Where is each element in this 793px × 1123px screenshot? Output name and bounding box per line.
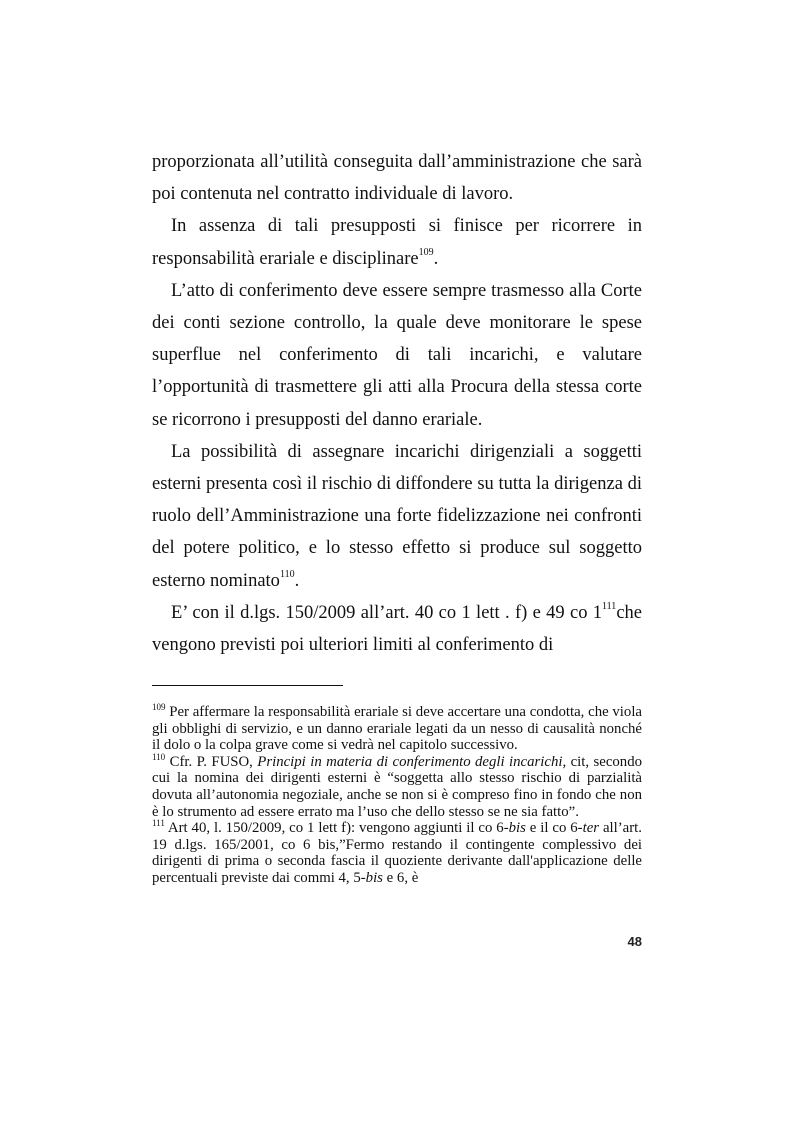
footnote-number-109: 109 bbox=[152, 702, 166, 712]
footnote-number-110: 110 bbox=[152, 751, 166, 762]
footnote-110-title: Principi in materia di conferimento degli incarichi, bbox=[257, 753, 567, 770]
footnote-ref-110: 110 bbox=[279, 568, 295, 580]
paragraph-1 bbox=[152, 146, 642, 210]
footnote-109-text: Per affermare la responsabilità erariale si deve accertare una condotta, che viola gli obblighi di servizio, e un danno erariale legati da un nesso di causalità nonché il dolo o la colpa grave come si vedrà nel capitolo successivo. bbox=[152, 704, 642, 754]
footnote-111-ter: ter bbox=[582, 820, 600, 837]
footnote-ref-109: 109 bbox=[418, 246, 434, 258]
paragraph-2-text: In assenza di tali presupposti si finisce per ricorrere in responsabilità erariale e disciplinare bbox=[152, 216, 642, 269]
paragraph-4-text: La possibilità di assegnare incarichi dirigenziali a soggetti esterni presenta così il rischio di diffondere su tutta la dirigenza di ruolo dell’Amministrazione una forte fidelizzazione nei confronti del potere politico, e lo stesso effetto si produce sul soggetto esterno nominato bbox=[152, 441, 642, 591]
paragraph-3 bbox=[152, 275, 642, 436]
paragraph-2 bbox=[152, 210, 642, 274]
paragraph-5-start: E’ con il d.lgs. 150/2009 all’art. 40 co 1 lett . f) e 49 co 1 bbox=[171, 602, 603, 623]
footnote-111-part-c: all’art. 19 d.lgs. 165/2001, co 6 bis,”Fermo restando il contingente complessivo dei dirigenti di prima o seconda fascia il quoziente derivante dall'applicazione delle percentuali previste dai commi 4, 5- bbox=[152, 820, 642, 886]
body-text bbox=[152, 146, 642, 661]
footnotes bbox=[152, 704, 642, 887]
footnote-111-bis-1: bis bbox=[508, 820, 526, 837]
footnote-110-text: cit, secondo cui la nomina dei dirigenti esterni è “soggetta allo stesso rischio di parzialità dovuta all’autonomia negoziale, anche se non si è compreso fino in fondo che non è lo strumento ad essere errato ma l’uso che dello stesso se ne sia fatto”. bbox=[152, 753, 642, 820]
footnote-number-111: 111 bbox=[152, 818, 165, 829]
paragraph-4 bbox=[152, 436, 642, 597]
paragraph-1-text: proporzionata all’utilità conseguita dall’amministrazione che sarà poi contenuta nel contratto individuale di lavoro. bbox=[152, 152, 642, 205]
paragraph-5 bbox=[152, 597, 642, 661]
page-number: 48 bbox=[627, 934, 642, 949]
footnote-109 bbox=[152, 704, 642, 754]
footnote-110 bbox=[152, 751, 642, 820]
footnote-111-bis-2: bis bbox=[365, 869, 383, 886]
footnote-separator bbox=[152, 685, 343, 686]
paragraph-5-end: che vengono previsti poi ulteriori limiti al conferimento di bbox=[152, 602, 642, 656]
footnote-110-prefix: Cfr. P. FUSO, bbox=[165, 753, 258, 770]
footnote-111-part-a: Art 40, l. 150/2009, co 1 lett f): vengono aggiunti il co 6- bbox=[164, 820, 509, 837]
paragraph-4-end: . bbox=[294, 570, 300, 591]
paragraph-2-end: . bbox=[433, 248, 439, 269]
footnote-ref-111: 111 bbox=[602, 600, 617, 612]
footnote-111-part-d: e 6, è bbox=[382, 869, 419, 886]
paragraph-3-text: L’atto di conferimento deve essere sempre trasmesso alla Corte dei conti sezione controllo, la quale deve monitorare le spese superflue nel conferimento di tali incarichi, e valutare l’opportunità di trasmettere gli atti alla Procura della stessa corte se ricorrono i presupposti del danno erariale. bbox=[152, 280, 642, 430]
footnote-111 bbox=[152, 820, 642, 886]
footnote-111-part-b: e il co 6- bbox=[525, 820, 583, 837]
